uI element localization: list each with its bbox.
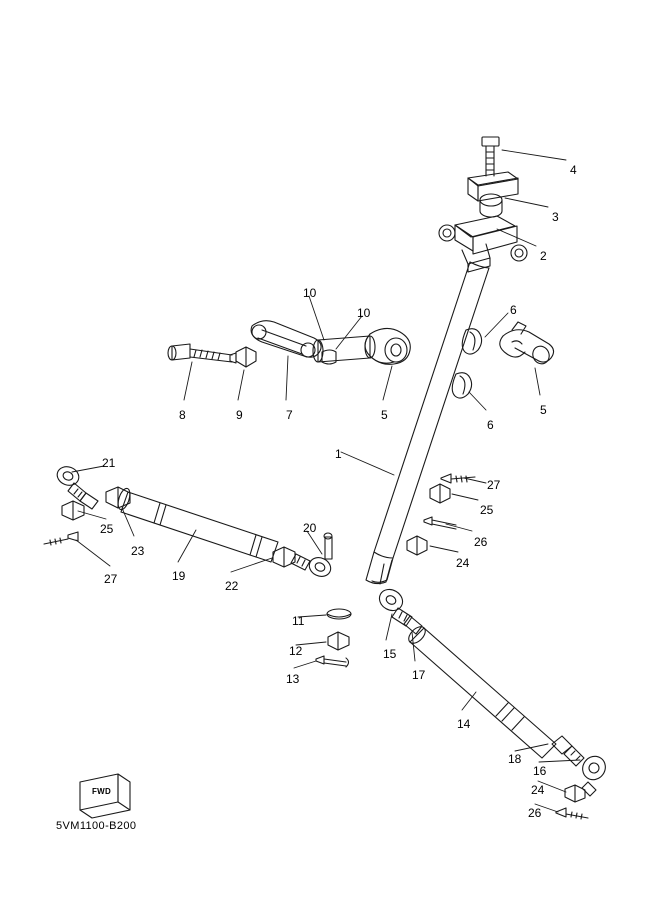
callout-14: 14 [457,717,471,731]
callout-18: 18 [508,752,522,766]
callout-4: 4 [570,163,577,177]
callout-25a: 25 [480,503,494,517]
callout-3: 3 [552,210,559,224]
callout-10b: 10 [357,306,371,320]
callout-12: 12 [289,644,303,658]
callout-16: 16 [533,764,547,778]
callout-7: 7 [286,408,293,422]
callout-25b: 25 [100,522,114,536]
callout-5b: 5 [540,403,547,417]
callout-24b: 24 [531,783,545,797]
fwd-marker [80,774,130,818]
callout-20: 20 [303,521,317,535]
ball-joint-part-15 [376,585,422,634]
steering-head-part-2 [439,216,527,272]
handle-arm-parts [168,321,410,367]
callout-8: 8 [179,408,186,422]
ball-joint-part-20 [273,533,334,580]
callout-11: 11 [292,614,305,628]
callout-1: 1 [335,447,342,461]
callout-5a: 5 [381,408,388,422]
callout-17: 17 [412,668,426,682]
tie-rod-right-part-14 [406,624,556,758]
callout-2: 2 [540,249,547,263]
diagram-part-code: 5VM1100-B200 [56,820,137,832]
callout-6a: 6 [510,303,517,317]
callout-23: 23 [131,544,145,558]
callout-26a: 26 [474,535,488,549]
callout-27a: 27 [487,478,501,492]
callout-22: 22 [225,579,239,593]
upper-holder-part-3 [468,172,518,217]
top-bolt-part-4 [482,137,499,176]
callout-6b: 6 [487,418,494,432]
fwd-marker-label: FWD [92,787,112,796]
fasteners-left [44,501,84,545]
steering-shaft-part-1 [366,262,489,584]
callout-21: 21 [102,456,116,470]
callout-13: 13 [286,672,300,686]
leader-lines [72,150,580,812]
small-parts-11-12-13 [316,609,351,667]
callout-15: 15 [383,647,397,661]
callout-26b: 26 [528,806,542,820]
callout-27b: 27 [104,572,118,586]
callout-10a: 10 [303,286,317,300]
ball-joint-part-16 [552,736,610,796]
callout-24a: 24 [456,556,470,570]
callout-9: 9 [236,408,243,422]
callout-19: 19 [172,569,186,583]
